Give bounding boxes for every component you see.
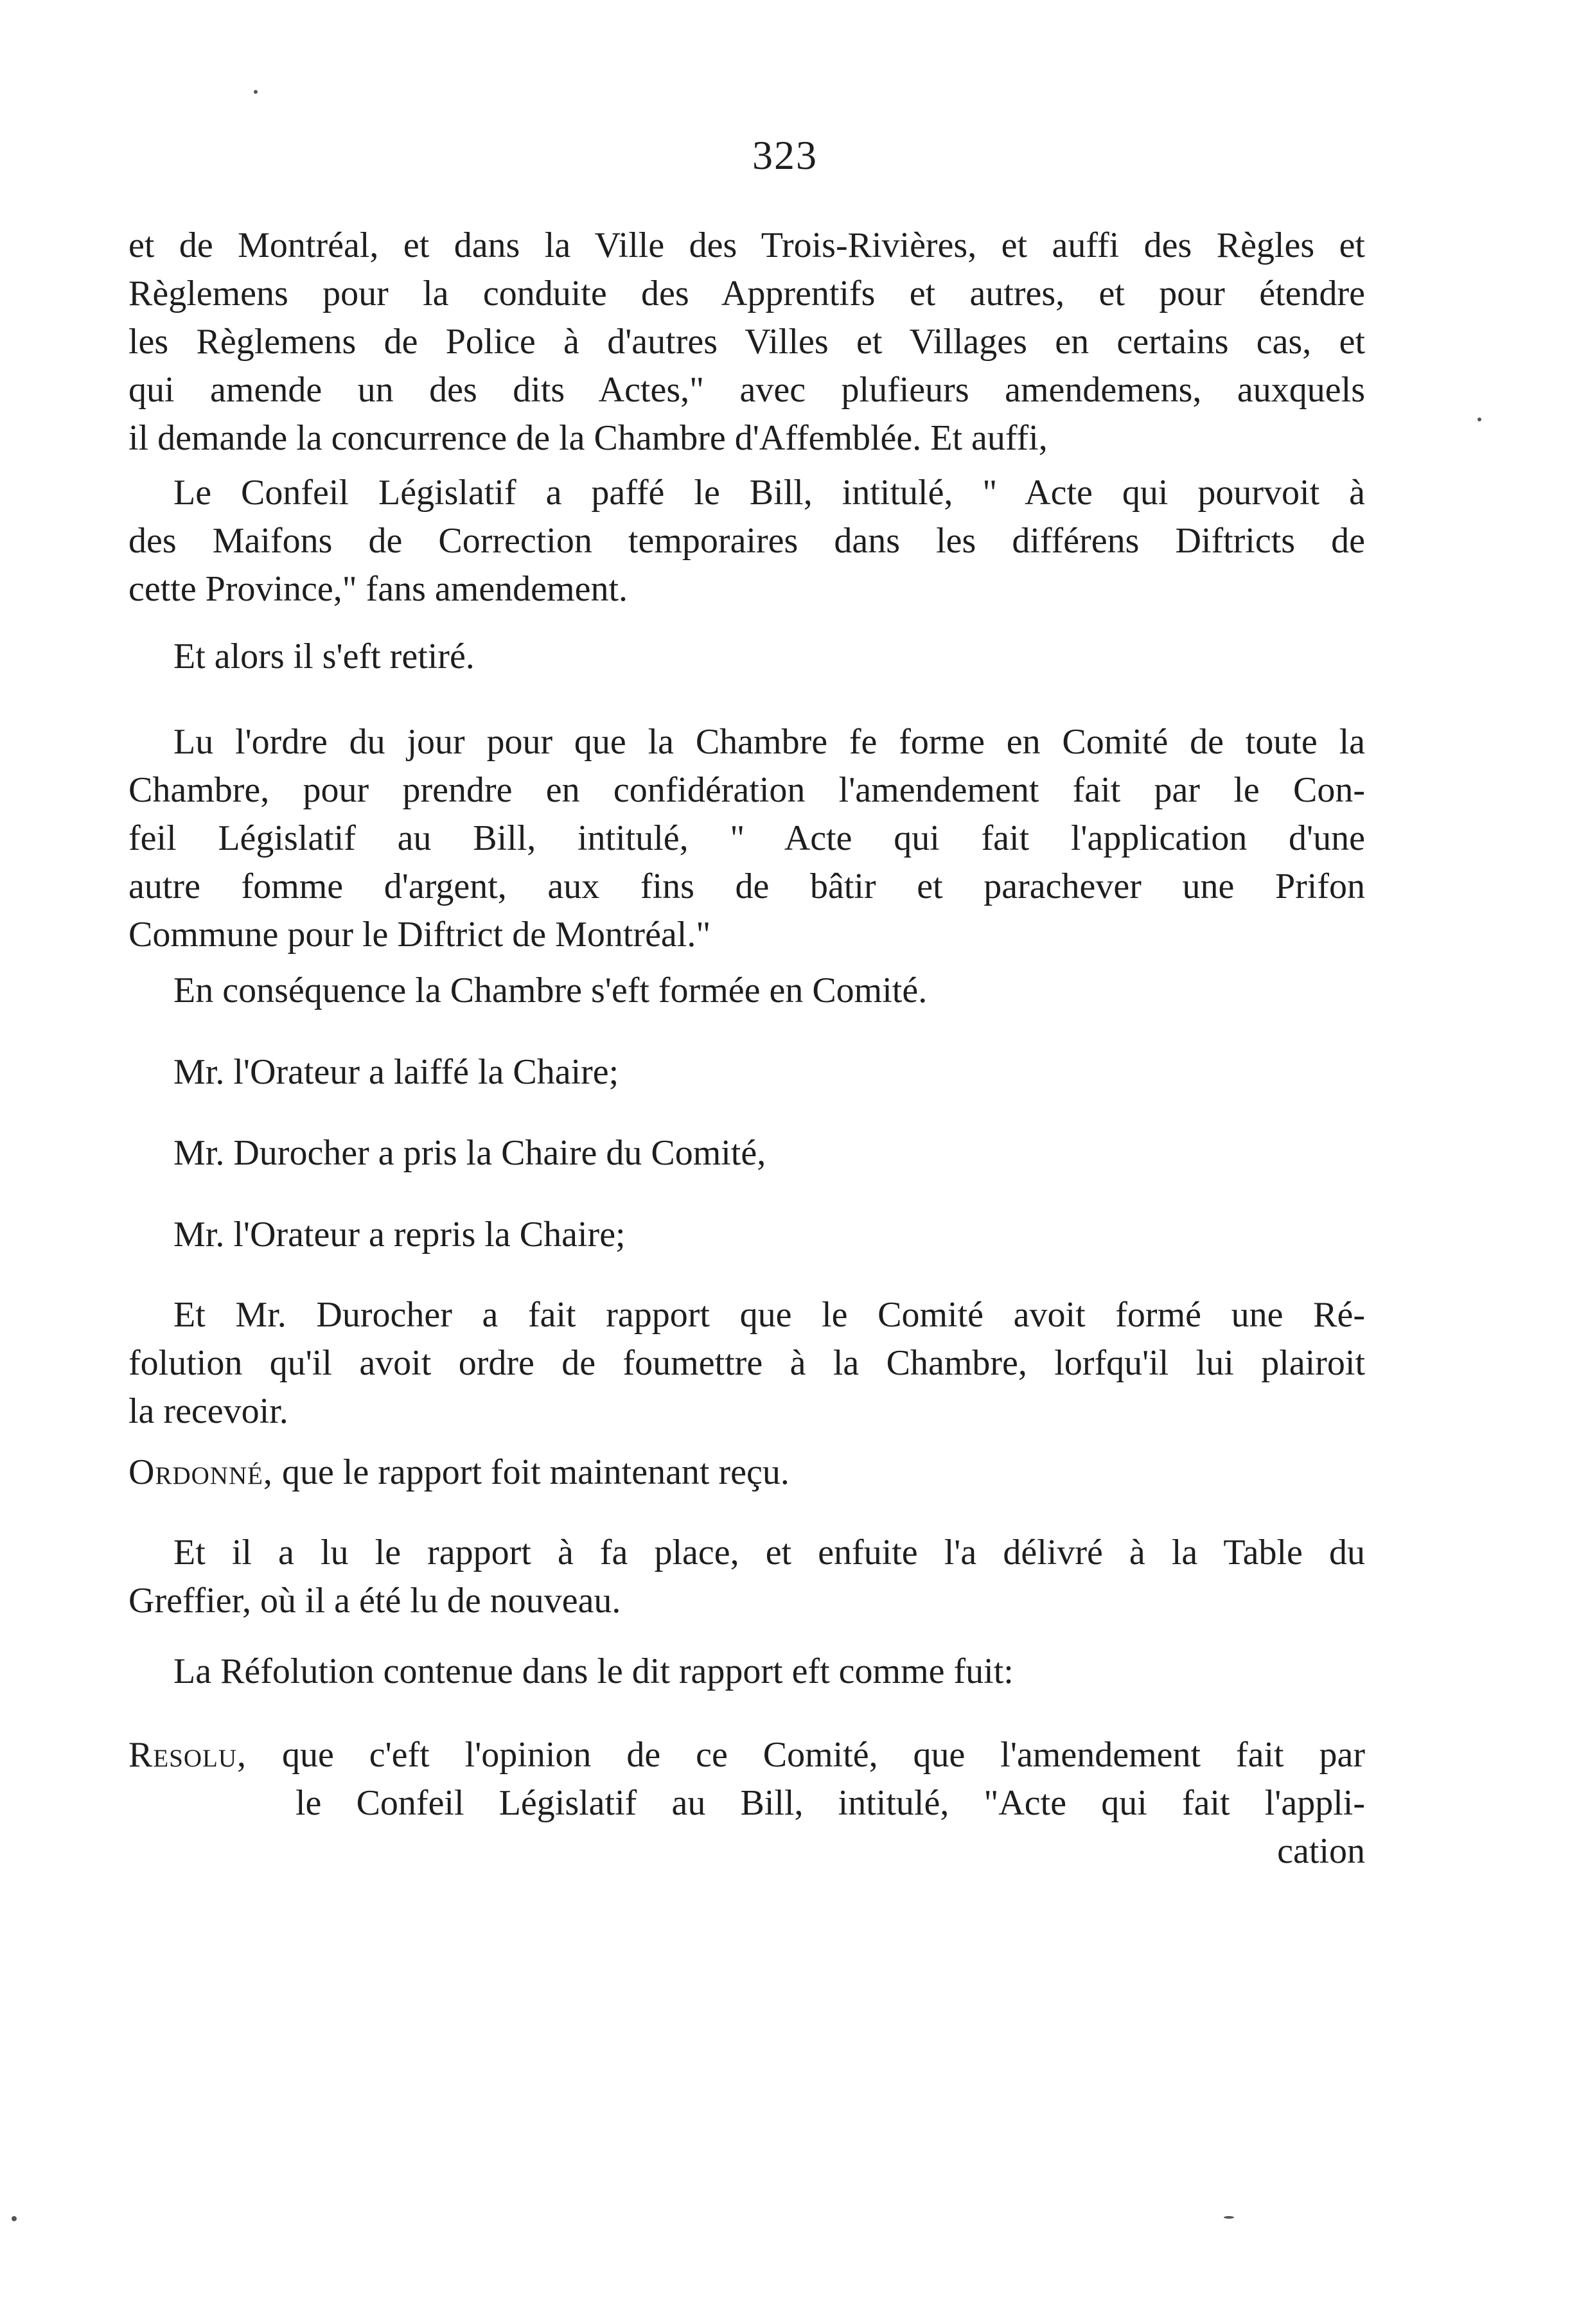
paragraph-resolved	[128, 1731, 1365, 1876]
text-line: il demande la concurrence de la Chambre d'Affemblée. Et auffi,	[128, 418, 1048, 458]
resolved-text: que c'eft l'opinion de ce Comité, que l'amendement fait par	[281, 1735, 1365, 1775]
paragraph-report-read	[128, 1529, 1365, 1625]
text-line: Règlemens pour la conduite des Apprentifs et autres, et pour étendre	[128, 274, 1365, 313]
text-line: En conséquence la Chambre s'eft formée en Comité.	[173, 971, 928, 1010]
paragraph-council-bill	[128, 469, 1365, 613]
text-line: et de Montréal, et dans la Ville des Trois-Rivières, et auffi des Règles et	[128, 225, 1365, 265]
text-line: Commune pour le Diftrict de Montréal."	[128, 915, 711, 955]
text-line: Et il a lu le rapport à fa place, et enfuite l'a délivré à la Table du	[173, 1533, 1365, 1572]
text-line: la recevoir.	[128, 1391, 288, 1431]
text-line: Greffier, où il a été lu de nouveau.	[128, 1581, 621, 1621]
text-line: autre fomme d'argent, aux fins de bâtir et parachever une Prifon	[128, 867, 1365, 906]
print-speck	[1224, 2216, 1234, 2219]
text-line: le Confeil Législatif au Bill, intitulé, "Acte qui fait l'appli-	[295, 1783, 1365, 1823]
text-line: Et alors il s'eft retiré.	[173, 637, 475, 676]
paragraph-committee-formed	[128, 967, 1365, 1015]
text-line: Mr. l'Orateur a repris la Chaire;	[173, 1215, 626, 1254]
print-speck	[12, 2216, 17, 2221]
paragraph-speaker-resumed	[128, 1211, 1365, 1259]
text-line: Le Confeil Législatif a paffé le Bill, intitulé, " Acte qui pourvoit à	[173, 473, 1365, 513]
text-line	[128, 1731, 1365, 1779]
text-line: des Maifons de Correction temporaires dans les différens Diftricts de	[128, 521, 1365, 561]
ordered-heading: Ordonné,	[128, 1452, 273, 1492]
text-line: qui amende un des dits Actes," avec plufieurs amendemens, auxquels	[128, 370, 1365, 410]
text-line: Chambre, pour prendre en confidération l'amendement fait par le Con-	[128, 770, 1365, 810]
text-line	[128, 1448, 1365, 1497]
resolved-heading: Resolu,	[128, 1735, 247, 1775]
text-line: La Réfolution contenue dans le dit rapport eft comme fuit:	[173, 1651, 1014, 1691]
page-number: 323	[752, 132, 818, 178]
text-line: Mr. Durocher a pris la Chaire du Comité,	[173, 1133, 766, 1173]
text-line: folution qu'il avoit ordre de foumettre à la Chambre, lorfqu'il lui plairoit	[128, 1343, 1365, 1383]
paragraph-order-of-day	[128, 718, 1365, 959]
paragraph-durocher-chair	[128, 1129, 1365, 1177]
paragraph-retired	[128, 633, 1365, 681]
paragraph-durocher-report	[128, 1291, 1365, 1436]
print-speck	[1477, 418, 1481, 421]
paragraph-ordered	[128, 1448, 1365, 1497]
text-line: les Règlemens de Police à d'autres Villes et Villages en certains cas, et	[128, 322, 1365, 362]
text-line: Lu l'ordre du jour pour que la Chambre fe forme en Comité de toute la	[173, 722, 1365, 762]
text-line: cette Province," fans amendement.	[128, 569, 628, 609]
ordered-text: que le rapport foit maintenant reçu.	[281, 1452, 789, 1492]
paragraph-continuation	[128, 222, 1365, 462]
text-line: Mr. l'Orateur a laiffé la Chaire;	[173, 1052, 619, 1092]
print-speck	[254, 90, 258, 94]
text-line: Et Mr. Durocher a fait rapport que le Comité avoit formé une Ré-	[173, 1295, 1365, 1335]
text-line: feil Législatif au Bill, intitulé, " Acte qui fait l'application d'une	[128, 818, 1365, 858]
paragraph-speaker-left	[128, 1048, 1365, 1096]
paragraph-resolution-intro	[128, 1648, 1365, 1696]
catchword: cation	[1277, 1831, 1365, 1871]
